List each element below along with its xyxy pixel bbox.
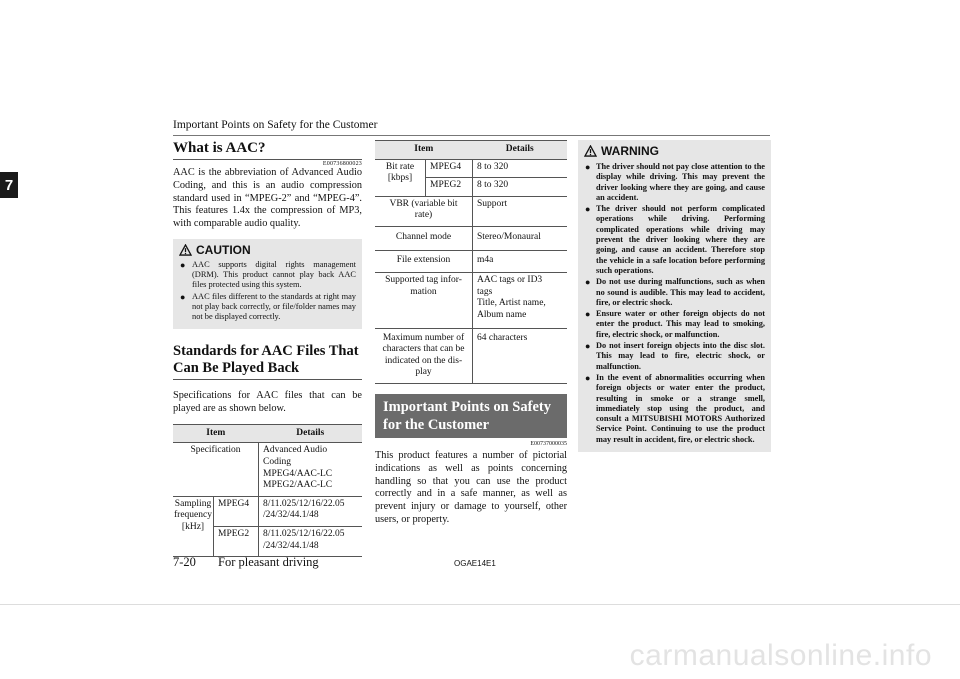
- tag-label: Supported tag infor- mation: [375, 273, 473, 328]
- document-code: OGAE14E1: [454, 559, 496, 568]
- mpeg4-value: 8/11.025/12/16/22.05 /24/32/44.1/48: [259, 496, 363, 526]
- section-name: For pleasant driving: [218, 555, 319, 569]
- table-row: [375, 159, 567, 178]
- page-header: Important Points on Safety for the Customer: [173, 119, 378, 131]
- aac-heading: What is AAC?: [173, 140, 266, 156]
- caution-title: [179, 243, 356, 257]
- mpeg2-value: 8/11.025/12/16/22.05 /24/32/44.1/48: [259, 526, 363, 556]
- watermark: carmanualsonline.info: [629, 639, 932, 672]
- warning-item: ● The driver should not pay close attention to the display while driving. This may prevent the driver looking where they are going, and cause an accident.: [585, 162, 765, 202]
- maxchar-value: 64 characters: [473, 328, 568, 383]
- column-left: [173, 140, 362, 557]
- bitrate-mpeg2-label: MPEG2: [426, 178, 473, 197]
- spec-label: Specification: [173, 443, 259, 496]
- mpeg2-label: MPEG2: [214, 526, 259, 556]
- channel-value: Stereo/Monaural: [473, 226, 568, 250]
- table-row: [375, 250, 567, 273]
- channel-label: Channel mode: [375, 226, 473, 250]
- table-row: [375, 226, 567, 250]
- bullet-icon: ●: [585, 277, 591, 288]
- safety-code: E00737000035: [530, 440, 567, 447]
- chapter-tab: 7: [0, 172, 18, 198]
- column-right: [578, 140, 771, 452]
- sampling-label: Sampling frequency [kHz]: [173, 496, 214, 556]
- aac-code: E00736800023: [322, 161, 362, 167]
- aac-heading-rule: [173, 159, 362, 160]
- aac-spec-table: [173, 424, 362, 557]
- warning-box: [578, 140, 771, 452]
- vbr-value: Support: [473, 196, 568, 226]
- footer-rule: [0, 604, 960, 605]
- standards-heading-rule: [173, 379, 362, 380]
- page-number: 7-20: [173, 555, 196, 569]
- standards-heading: Standards for AAC Files That Can Be Played Back: [173, 343, 359, 377]
- table-row: [375, 273, 567, 328]
- bullet-icon: ●: [585, 341, 591, 352]
- warning-triangle-icon: [179, 244, 192, 256]
- bullet-icon: ●: [585, 162, 591, 172]
- mpeg4-label: MPEG4: [214, 496, 259, 526]
- table-header-row: [173, 424, 362, 443]
- bitrate-mpeg4-value: 8 to 320: [473, 159, 568, 178]
- warning-label: WARNING: [601, 144, 659, 158]
- table-row: [375, 196, 567, 226]
- extension-value: m4a: [473, 250, 568, 273]
- safety-banner: Important Points on Safety for the Customer: [375, 394, 567, 438]
- warning-item: ● Do not insert foreign objects into the disc slot. This may lead to fire, electric shock, or malfunction.: [585, 341, 765, 371]
- bitrate-mpeg4-label: MPEG4: [426, 159, 473, 178]
- warning-item: ● Ensure water or other foreign objects do not enter the product. This may lead to smoking, fire, electric shock, or malfunction.: [585, 309, 765, 339]
- warning-title: [584, 144, 765, 158]
- warning-item: ● Do not use during malfunctions, such as when no sound is audible. This may lead to accident, fire, or electric shock.: [585, 277, 765, 307]
- warning-triangle-icon: [584, 145, 597, 157]
- col-header-item: Item: [173, 424, 259, 443]
- caution-label: CAUTION: [196, 242, 251, 257]
- maxchar-label: Maximum number of characters that can be indicated on the dis- play: [375, 328, 473, 383]
- spec-value: Advanced Audio Coding MPEG4/AAC-LC MPEG2/AAC-LC: [259, 443, 363, 496]
- safety-body: This product features a number of pictorial indications as well as points concerning handling so that you can use the product correctly and in a safe manner, as well as prevent injury or damage to yourself, other users, or property.: [375, 449, 567, 525]
- aac-body: AAC is the abbreviation of Advanced Audio Coding, and this is an audio compression standard used in “MPEG-2” and “MPEG-4”. This features 1.4x the compression of MP3, with comparable audio quality.: [173, 167, 362, 230]
- extension-label: File extension: [375, 250, 473, 273]
- bullet-icon: ●: [180, 259, 186, 270]
- caution-item: ● AAC supports digital rights management (DRM). This product cannot play back AAC files protected using this system.: [180, 259, 356, 290]
- caution-item: ● AAC files different to the standards at right may not play back correctly, or file/folder names may not be displayed correctly.: [180, 291, 356, 321]
- bullet-icon: ●: [585, 309, 591, 320]
- warning-item: ● In the event of abnormalities occurring when foreign objects or water enter the product, resulting in smoke or a strange smell, immediately stop using the product, and consult a MITSUBISHI MOTORS Authorized Service Point. Continuing to use the product may result in accident, fire, or electric shock.: [585, 372, 765, 444]
- caution-list: [179, 260, 356, 322]
- bullet-icon: ●: [585, 372, 591, 383]
- header-rule: [173, 135, 770, 136]
- col-header-details: Details: [473, 141, 568, 160]
- tag-value: AAC tags or ID3 tags Title, Artist name, Album name: [473, 273, 568, 328]
- column-middle: [375, 140, 567, 527]
- caution-box: [173, 239, 362, 329]
- table-row: [173, 443, 362, 496]
- vbr-label: VBR (variable bit rate): [375, 196, 473, 226]
- warning-item: ● The driver should not perform complicated operations while driving. Performing complicated operations while driving may prevent the driver looking where they are going, and cause an accident. Therefore stop the vehicle in a safe location before performing such operations.: [585, 204, 765, 275]
- aac-spec-table-continued: [375, 140, 567, 384]
- col-header-details: Details: [259, 424, 363, 443]
- bullet-icon: ●: [585, 204, 591, 215]
- bitrate-label: Bit rate [kbps]: [375, 159, 426, 196]
- table-header-row: [375, 141, 567, 160]
- standards-body: Specifications for AAC files that can be played are as shown below.: [173, 390, 362, 414]
- warning-list: [584, 162, 765, 445]
- table-row: [173, 496, 362, 526]
- table-row: [375, 328, 567, 383]
- bitrate-mpeg2-value: 8 to 320: [473, 178, 568, 197]
- col-header-item: Item: [375, 141, 473, 160]
- bullet-icon: ●: [180, 291, 186, 302]
